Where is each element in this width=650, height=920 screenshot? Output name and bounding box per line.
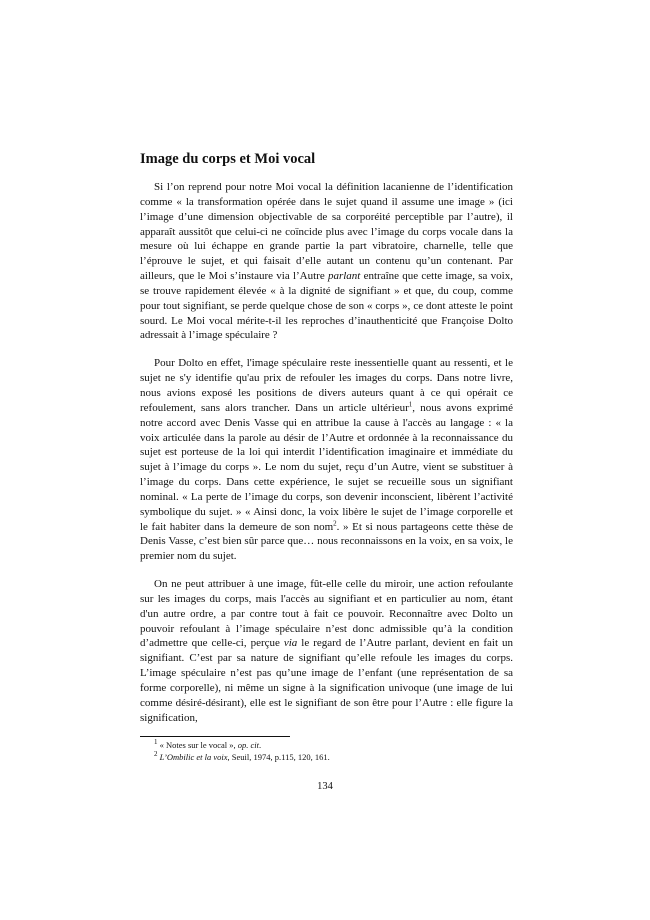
main-content [140,150,513,739]
footnote-1-text-c: . [259,740,262,750]
p3-text-a: On ne peut attribuer à une image, fût-elle celle du miroir, une action refoulante sur les images du corps, mais l'accès au signifiant et en particulier au nom, étant d'un autre ordre, a par contre tout à fait ce pouvoir. Reconnaître avec Dolto un pouvoir refoulant à l’image spéculaire n’est donc admissible qu’à la condition d’admettre que celle-ci, perçue [140,578,513,650]
footnote-2-italic: L’Ombilic et la voix [159,751,228,762]
footnotes [140,740,513,763]
footnote-1-text-a: « Notes sur le vocal », [157,740,238,750]
footnote-1-italic: op. cit [237,740,260,750]
p1-italic: parlant [327,270,361,283]
p2-text-a: Pour Dolto en effet, l'image spéculaire reste inessentielle quant au ressenti, et le sujet ne s'y identifie qu'au prix de refouler les images du corps. Dans notre livre, nous avions exposé les positions de divers auteurs quant à ce qui opérait ce refoulement, sans alors trancher. Dans un article ultérieur [140,357,513,414]
p2-text-c: . » Et si nous partageons cette thèse de Denis Vasse, c’est bien sûr parce que… nous reconnaissons en la voix, en sa voix, le premier nom du sujet. [140,520,513,563]
page-number: 134 [317,781,333,792]
p1-text-a: Si l’on reprend pour notre Moi vocal la définition lacanienne de l’identification comme « la transformation opérée dans le sujet quand il assume une image » (ici l’image d’une dimension objectivable de sa corporéité perceptible par l’autre), il apparaît aussitôt que celui-ci ne coïncide plus avec l’image du corps vocale dans la mesure où lui échappe en grande partie la part vibratoire, charnelle, telle que l’éprouve le sujet, et qui faisait d’elle autant un contenu qu’un contenant. Par ailleurs, que le Moi s’instaure via l’Autre [140,181,513,283]
paragraph-2 [140,356,513,564]
section-title: Image du corps et Moi vocal [140,151,316,167]
footnote-ref-1[interactable]: 1 [408,400,413,409]
paragraph-3 [140,577,513,725]
footnote-ref-2[interactable]: 2 [333,518,337,527]
p3-text-c: le regard de l’Autre parlant, devient en fait un signifiant. C’est par sa nature de signifiant qu’elle refoule les images du corps. L’image spéculaire n’est pas qu’une image de l’enfant (une représentation de sa forme corporelle), ni même un signe à la signification univoque (une image de lui comme désiré-désirant), elle est le signifiant de son être pour l’Autre : elle figure la signification, [140,637,513,724]
paragraph-1 [140,180,513,343]
footnote-2-number: 2 [154,749,158,758]
footnote-2-text-c: , Seuil, 1974, p.115, 120, 161. [227,751,330,762]
p3-italic: via [283,637,298,650]
p1-text-c: entraîne que cette image, sa voix, se trouve rapidement élevée « à la dignité de signifiant » et que, du coup, comme pour tout signifiant, se perde quelque chose de son « corps », ce dont atteste le point sourd. Le Moi vocal mérite-t-il les reproches d’inauthenticité que Françoise Dolto adressait à l’image spéculaire ? [140,270,513,342]
footnote-separator [140,736,290,737]
p2-text-b: , nous avons exprimé notre accord avec Denis Vasse qui en attribue la cause à l'accès au langage : « la voix articulée dans la parole au désir de l’Autre et ordonnée à la reconnaissance du sujet est porteuse de la loi qui interdit l’identification imaginaire et immédiate du sujet à l’image du corps ». Le nom du sujet, reçu d’un Autre, vient se substituer à l’image du corps. Dans cette expérience, le sujet se recueille sous un signifiant nominal. « La perte de l’image du corps, son devenir inconscient, libèrent l’activité symbolique du sujet. » « Ainsi donc, la voix libère le sujet de l’image corporelle et le fait habiter dans la demeure de son nom [140,401,513,533]
footnote-1-number: 1 [154,738,158,747]
footnote-2 [140,749,513,764]
footnote-1 [140,740,513,752]
